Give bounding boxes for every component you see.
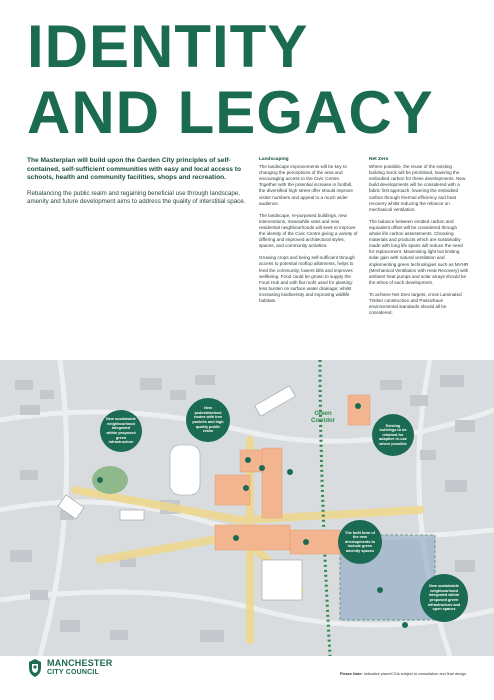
green-corridor-label: Green Corridor xyxy=(311,411,335,424)
netzero-paragraph: Where possible, the reuse of the existing building stock will be prioritised, lowering the embodied carbon for these developments. New build developments will be considered with a fabric first approach, lowering the embodied carbon through thermal efficiency and heat recovery whilst reducing the reliance on mechanical ventilation. xyxy=(369,164,466,212)
logo-line-2: CITY COUNCIL xyxy=(47,669,100,676)
callout-pedestrian-routes: New pedestrianised routes with tree pockets and high quality public realm xyxy=(186,398,230,442)
netzero-paragraph: To achieve Net Zero targets, cross Laminated Timber construction and Passivhaus environmental standards should all be considered. xyxy=(369,291,462,316)
landscaping-paragraph: The landscape improvements will be key to changing the perceptions of the area and encouraging access to the Civic Centre. Together with the potential increase in footfall, the diversified high street offer should improve visitor numbers and appeal to a much wider audience. xyxy=(259,164,353,206)
landscaping-paragraph: Growing crops and being self-sufficient through access to potential rooftop allotments, helps to feed the community, lowers bills and improves wellbeing. Food could be grown to supply the Food Hub and with flat roofs used for planting: less burden on surface water drainage; whilst increasing biodiversity and improving wildlife habitats. xyxy=(259,255,355,303)
masterplan-aerial xyxy=(0,360,494,656)
landscaping-column xyxy=(259,157,359,310)
netzero-paragraph: The balance between emitted carbon and equivalent offset will be considered through whole life carbon assessments. Choosing materials and products which are sustainably made with long life spans will reduce the need for replacement. Maximising light but limiting solar gain with natural ventilation and implementing green technologies such as MVHR (Mechanical Ventilation with Heat Recovery) with ambient heat pumps and solar arrays should be the ethos of each development. xyxy=(369,218,469,285)
callout-south-east-neighbourhood: New sustainable neighbourhood integrated within proposed green infrastructure and open spaces xyxy=(420,574,468,622)
logo-line-1: MANCHESTER xyxy=(47,658,113,668)
netzero-column xyxy=(369,157,469,322)
intro-lead: The Masterplan will build upon the Garden City principles of self-contained, self-sufficient communities with easy and local access to schools, health and community facilities, shops and recreation. xyxy=(27,157,241,182)
netzero-heading: Net Zero xyxy=(369,157,389,162)
page-title xyxy=(27,14,467,146)
manchester-logo xyxy=(27,658,113,678)
masterplan-map xyxy=(0,360,494,656)
title-line-1: IDENTITY xyxy=(27,13,309,80)
landscaping-paragraph: The landscape, re-purposed buildings, new interventions, meanwhile uses and new residential neighbourhoods will seek to improve the identity of the Civic Centre giving a variety of differing and improved architectural styles, spaces, and community activities. xyxy=(259,212,358,249)
callout-north-west-neighbourhood: New sustainable neighbourhood integrated within proposed green infrastructure xyxy=(100,410,142,452)
note-label: Please Note: xyxy=(339,672,363,676)
title-line-2: AND LEGACY xyxy=(27,79,434,146)
footer-note xyxy=(340,672,467,676)
landscaping-heading: Landscaping xyxy=(259,157,289,162)
intro-section xyxy=(27,157,252,206)
note-text: Indicative plans/CGIs subject to consultation and final design. xyxy=(363,672,467,676)
intro-body: Rebalancing the public realm and regaining beneficial use through landscape, amenity and future development aims to address the quality of interstitial space. xyxy=(27,189,246,205)
crest-icon xyxy=(27,658,43,678)
callout-retained-buildings: Existing buildings to be retained for adaptive re-use where possible xyxy=(372,414,414,456)
callout-green-amenity: The built form of the new developments to include green amenity spaces xyxy=(338,520,382,564)
